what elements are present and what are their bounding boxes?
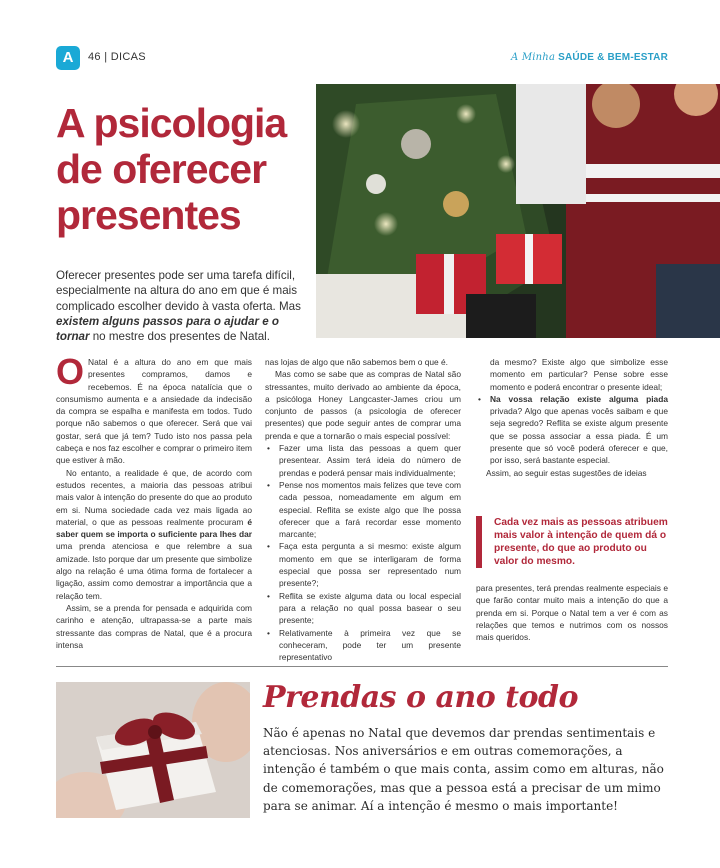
col1-p1-text: Natal é a altura do ano em que mais presentes compramos, damos e recebemos. É na época natalícia que o consumismo aumenta e a ansiedade da indecisão da compra se espalha e manifesta em todos. Tudo porque não sabemos o que oferecer. Será que vai gostar, será que já tem? Tudo isto nos passa pela cabeça e nos faz escolher e comprar o primeiro item que estiver à mão.	[56, 357, 252, 466]
section-label: 46 | DICAS	[88, 51, 146, 63]
gift-box-illustration	[56, 682, 250, 818]
article-intro	[56, 268, 306, 344]
section-name: DICAS	[110, 51, 146, 63]
headline-line-1: A psicologia	[56, 100, 287, 146]
col1-p2b: é saber quem se importa o suficiente para lhes dar	[56, 516, 252, 540]
headline-line-3: presentes	[56, 192, 241, 238]
col2-paragraph-2: Mas como se sabe que as compras de Natal são stressantes, muito derivado ao ambiente da época, a psicóloga Honey Langcaster-James criou um conjunto de passos (a psicologia de oferecer presentes) que pode seguir antes de comprar uma prenda e que a tornarão o mais especial possível:	[265, 369, 461, 441]
magazine-title	[511, 52, 668, 63]
article-column-2	[265, 356, 461, 663]
christmas-tree-illustration	[316, 84, 720, 338]
drop-cap: O	[56, 351, 85, 392]
col2-paragraph-1: nas lojas de algo que não sabemos bem o que é.	[265, 357, 448, 367]
col3-closing: Assim, ao seguir estas sugestões de ideias	[486, 467, 647, 478]
list-item	[476, 393, 668, 467]
tips-list	[265, 442, 461, 663]
col3-final-paragraph: para presentes, terá prendas realmente especiais e que farão contar muito mais a intenção do que a prenda em si. Porque o Natal tem a ver é com as relações que temos e nutrimos com os nossos mais queridos.	[476, 583, 668, 643]
article-column-1	[56, 351, 253, 651]
photo-christmas-gift-exchange	[316, 84, 720, 338]
pull-quote: Cada vez mais as pessoas atribuem mais valor à intenção de quem dá o presente, do que ao produto ou valor do mesmo.	[476, 516, 668, 568]
box-title: Prendas o ano todo	[263, 680, 579, 715]
photo-gift-box	[56, 682, 250, 818]
box-text: Não é apenas no Natal que devemos dar prendas sentimentais e atenciosas. Nos aniversários e em outras comemorações, a intenção é também o que mais conta, assim como em alturas, não de comemorações, mas que a pessoa está a precisar de um mimo para se animar. Aí a intenção é mesmo o mais importante!	[263, 726, 664, 813]
tips-list-cont	[476, 393, 668, 467]
magazine-script: A Minha	[511, 52, 556, 63]
headline-line-2: de oferecer	[56, 146, 267, 192]
col3-continuation: da mesmo? Existe algo que simbolize esse momento em particular? Pense sobre esse momento e poderá encontrar o presente ideal;	[490, 357, 668, 392]
brand-logo-icon: A	[56, 46, 80, 70]
intro-part-1: Oferecer presentes pode ser uma tarefa difícil, especialmente na altura do ano em que é mais complicado escolher devido à vasta oferta. Mas	[56, 269, 301, 313]
page-header	[56, 46, 668, 72]
bullet-bold: Na vossa relação existe alguma piada	[490, 393, 668, 404]
article-column-3	[476, 356, 668, 479]
intro-part-2: no mestre dos presentes de Natal.	[89, 330, 270, 344]
magazine-name: SAÚDE & BEM-ESTAR	[558, 52, 668, 63]
col1-paragraph-1	[56, 351, 252, 467]
list-item: • Faça esta pergunta a si mesmo: existe algum momento em que se interligaram de forma especial que possa ser representado num presente?;	[265, 540, 461, 589]
article-headline	[56, 100, 316, 238]
col1-paragraph-2	[56, 467, 252, 602]
list-item: • Fazer uma lista das pessoas a quem quer presentear. Assim terá ideia do número de prendas e poderá pensar mais individualmente;	[265, 442, 461, 479]
col1-paragraph-3: Assim, se a prenda for pensada e adquirida com carinho e atenção, ultrapassa-se a parte mais stressante das compras de Natal, que é a procura intensa	[56, 602, 252, 650]
intro-bold: existem alguns passos para o ajudar e o tornar	[56, 314, 279, 344]
list-item: • Relativamente à primeira vez que se conheceram, pode ter um presente representativo	[265, 627, 461, 664]
col1-p2c: uma prenda atenciosa e que relembre a sua amizade. Isto porque dar um presente que simbolize algo na relação é uma ótima forma de fortalecer a ligação, assim como demostrar a importância que a relação tem.	[56, 541, 252, 601]
page-number: 46	[88, 51, 101, 63]
col1-p2a: No entanto, a realidade é que, de acordo com estudos recentes, a maioria das pessoas atribui mais valor à intenção do presente do que ao produto em si. Numa sociedade cada vez mais ligada ao material, o que as pessoas realmente procuram	[56, 467, 253, 527]
bullet-rest: privada? Algo que apenas vocês saibam e que seja segredo? Reflita se existe algum presente que se possa associar a essa piada. É um presente que só você poderá oferecer e que, por isso, será bastante especial.	[490, 406, 668, 466]
list-item: • Reflita se existe alguma data ou local especial para a relação no qual possa basear o seu presente;	[265, 590, 461, 627]
section-divider	[56, 666, 668, 667]
list-item: • Pense nos momentos mais felizes que teve com cada pessoa, nomeadamente em algum em especial. Reflita se existe algo que lhe possa oferecer que a fará recordar esse momento marcante;	[265, 479, 461, 540]
